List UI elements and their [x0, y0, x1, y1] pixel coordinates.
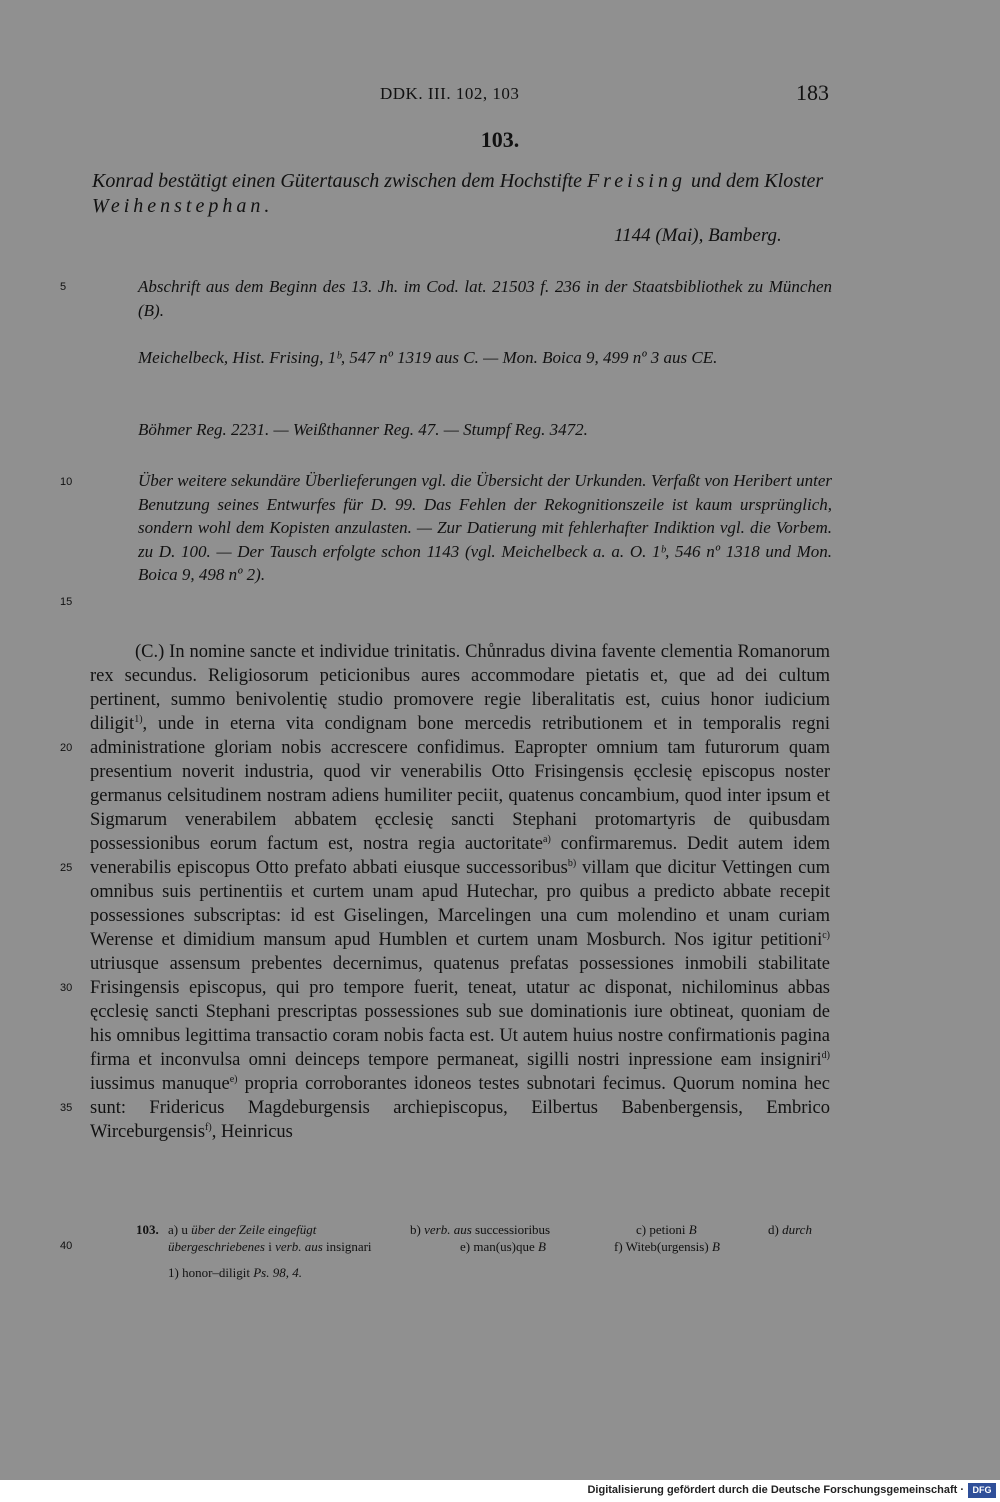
siglum: f): [614, 1239, 623, 1254]
lemma: petioni: [646, 1222, 689, 1237]
footnote-marker: e): [229, 1073, 238, 1085]
line-number: 5: [60, 281, 67, 293]
line-number: 20: [60, 742, 73, 754]
charter-segment: (C.) In nomine sancte et individue trinitatis. Chůnradus divina favente clementia Romanorum rex secundus. Religiosorum peticionibus aures accommodare pietatis et, que ad dei cultum pertinent, summo benivolentię studio promovere regie liberalitatis est, cuius honor iudicium diligit: [90, 642, 830, 734]
line-number: 10: [60, 476, 73, 488]
note-transmission: [138, 275, 832, 322]
charter-segment: propria corroborantes idoneos testes subnotari fecimus. Quorum nomina hec sunt: Fridericus Magdeburgensis archiepiscopus, Eilbertus Babenbergensis, Embrico Wirceburgensis: [90, 1074, 830, 1142]
regest-place-freising: Freising: [586, 170, 686, 192]
lemma: man(us)que: [470, 1239, 538, 1254]
line-number: 30: [60, 982, 73, 994]
footnote-marker: b): [567, 857, 577, 869]
footnote-marker: f): [205, 1121, 212, 1133]
apparatus-separator: [136, 1255, 836, 1264]
charter-text: [90, 640, 830, 1144]
charter-segment: , unde in eterna vita condignam bone mercedis retributionem et in temporalis regni administratione gloriam nobis accrescere confidimus. Eapropter omnium tam futurorum quam presentium noverit industria, quod vir venerabilis Otto Frisingensis ęcclesię episcopus noster germanus celsitudinem nostram adiens humiliter peciit, quatenus concambium, quod inter ipsum et Sigmarum venerabilem abbatem ęcclesię sancti Stephani protomartyris de quibusdam possessionibus eorum factum est, nostra regia auctoritate: [90, 714, 830, 854]
note-paragraph: Abschrift aus dem Beginn des 13. Jh. im Cod. lat. 21503 f. 236 in der Staatsbibliothek zu München (B).: [138, 277, 832, 320]
apparatus-row: [136, 1238, 836, 1255]
line-number: 40: [60, 1240, 73, 1252]
charter-paragraph: [90, 640, 830, 1144]
regest-place-weihenstephan: Weihenstephan: [92, 195, 265, 217]
charter-segment: confirmaremus. Dedit autem idem venerabilis episcopus Otto prefato abbati eiusque successoribus: [90, 834, 830, 878]
siglum: b): [410, 1222, 421, 1237]
siglum: d): [768, 1222, 779, 1237]
reference: Ps. 98, 4.: [253, 1265, 302, 1280]
apparatus-b: [410, 1221, 550, 1238]
note-editions: [138, 346, 832, 370]
regest-end: .: [264, 195, 270, 217]
note: durch: [782, 1222, 812, 1237]
running-head-title: DDK. III. 102, 103: [380, 84, 520, 103]
footer-bar: [0, 1480, 1000, 1502]
running-head: [0, 80, 1000, 110]
apparatus-f: [614, 1238, 720, 1255]
note: über der Zeile eingefügt: [191, 1222, 317, 1237]
apparatus-row: [136, 1264, 836, 1281]
apparatus-e: [460, 1238, 546, 1255]
manuscript: B: [537, 1239, 546, 1254]
apparatus-source: [168, 1264, 302, 1281]
funding-notice: Digitalisierung gefördert durch die Deutsche Forschungsgemeinschaft ·: [587, 1484, 964, 1496]
apparatus-d: [768, 1221, 812, 1238]
dateline: 1144 (Mai), Bamberg.: [614, 225, 782, 246]
charter-segment: iussimus manuque: [90, 1074, 230, 1094]
charter-segment: villam que dicitur Vettingen cum omnibus suis pertinentiis et curtem unam apud Hutechar, pro quibus a predicto abbate recepit possessiones subscriptas: id est Giselingen, Marcelingen una cum molendino et unam curiam Werense et dimidium mansum apud Humblen et curtem unam Mosburch. Nos igitur petitioni: [90, 858, 830, 950]
apparatus-a: [168, 1221, 316, 1238]
lemma: successioribus: [471, 1222, 551, 1237]
siglum: c): [636, 1222, 647, 1237]
siglum: a): [168, 1222, 179, 1237]
apparatus-d-cont: [168, 1238, 372, 1255]
document-number: 103.: [480, 127, 520, 152]
lemma: u: [178, 1222, 192, 1237]
manuscript: B: [711, 1239, 720, 1254]
apparatus-row: [136, 1221, 836, 1238]
regest: [92, 169, 832, 219]
charter-segment: utriusque assensum prebentes decernimus, quatenus prefatas possessiones inmobili stabilitate Frisingensis episcopus, qui pro tempore fuerit, teneat, utatur ac disponat, nichilominus abbas ęcclesię sancti Stephani prescriptas possessiones sub sue dominationis iure obtineat, quoniam de his omnibus legittima transactio coram nobis facta est. Ut autem huius nostre confirmationis pagina firma et inconvulsa omni deinceps tempore permaneat, sigilli nostri inpressione eam insigniri: [90, 954, 830, 1070]
siglum: e): [460, 1239, 471, 1254]
apparatus-c: [636, 1221, 697, 1238]
critical-apparatus: [136, 1221, 836, 1281]
line-number: 35: [60, 1102, 73, 1114]
note-commentary: [138, 469, 832, 587]
note-paragraph: Böhmer Reg. 2231. — Weißthanner Reg. 47. — Stumpf Reg. 3472.: [138, 420, 588, 439]
lemma: Witeb(urgensis): [622, 1239, 712, 1254]
note: verb. aus: [275, 1239, 323, 1254]
footnote-marker: a): [543, 833, 551, 845]
footnote-marker: c): [822, 929, 830, 941]
note-paragraph: Über weitere sekundäre Überlieferungen vgl. die Übersicht der Urkunden. Verfaßt von Heribert unter Benutzung seines Entwurfes für D. 99. Das Fehlen der Rekognitionszeile ist kaum ursprünglich, sondern wohl dem Kopisten anzulasten. — Zur Datierung mit fehlerhafter Indiktion vgl. die Vorbem. zu D. 100. — Der Tausch erfolgte schon 1143 (vgl. Meichelbeck a. a. O. 1ᵇ, 546 nº 1318 und Mon. Boica 9, 498 nº 2).: [138, 471, 832, 584]
line-number: 15: [60, 596, 73, 608]
apparatus-number: 103.: [136, 1222, 159, 1237]
note: verb. aus: [424, 1222, 472, 1237]
page-number: 183: [796, 80, 829, 105]
note-paragraph: Meichelbeck, Hist. Frising, 1ᵇ, 547 nº 1319 aus C. — Mon. Boica 9, 499 nº 3 aus CE.: [138, 348, 718, 367]
regest-text-1: Konrad bestätigt einen Gütertausch zwischen dem Hochstifte: [92, 170, 587, 192]
lemma: insignari: [322, 1239, 372, 1254]
line-number: 25: [60, 862, 73, 874]
footnote-marker: d): [821, 1049, 830, 1061]
note-regesta: [138, 418, 832, 442]
siglum: 1): [168, 1265, 179, 1280]
charter-segment: , Heinricus: [211, 1122, 293, 1142]
regest-text-2: und dem Kloster: [685, 170, 824, 192]
note: übergeschriebenes: [168, 1239, 265, 1254]
manuscript: B: [688, 1222, 697, 1237]
lemma: honor–diligit: [178, 1265, 254, 1280]
lemma: i: [265, 1239, 276, 1254]
dfg-logo[interactable]: DFG: [968, 1483, 996, 1498]
footnote-marker: 1): [134, 713, 143, 725]
